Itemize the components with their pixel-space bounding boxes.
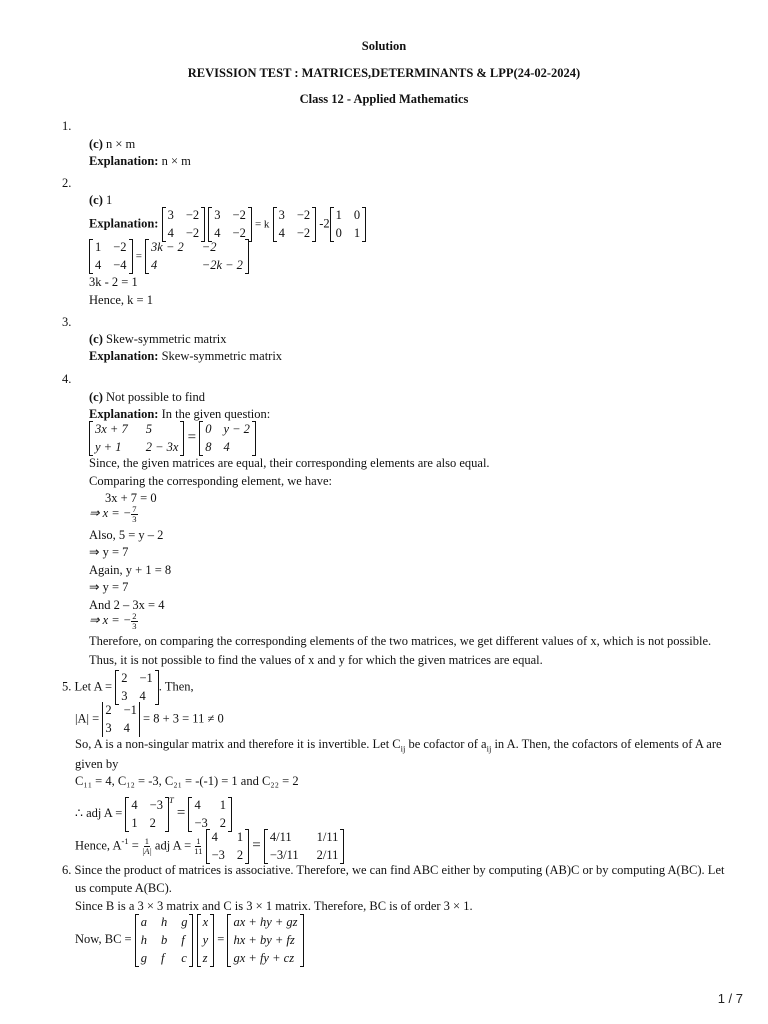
math-line: ⇒ x = − $\frac{7}{3}$ bbox=[89, 504, 137, 524]
text-line: 6. Since the product of matrices is associative. Therefore, we can find ABC either by computing (AB)C or by computing A(BC). Let bbox=[62, 863, 725, 877]
text-line: given by bbox=[75, 757, 119, 771]
question-line: 5. Let A = 2 −1 3 4 . Then, bbox=[62, 671, 194, 703]
text-line: Therefore, on comparing the corresponding elements of the two matrices, we get different values of x, which is not possible. bbox=[89, 634, 712, 648]
text-line: Thus, it is not possible to find the values of x and y for which the given matrices are equal. bbox=[89, 653, 543, 667]
matrix: 4 −3 1 2 bbox=[125, 797, 169, 832]
matrix: 4/11 1/11 −3/11 2/11 bbox=[264, 829, 345, 864]
determinant-line: |A| = 2 −1 3 4 = 8 + 3 = 11 ≠ 0 bbox=[75, 703, 224, 735]
class-name: Class 12 - Applied Mathematics bbox=[299, 92, 469, 106]
text-line: So, A is a non-singular matrix and therefore it is invertible. Let $C_{ij}$ be cofactor of $a_{ij}$ in A. Then, the cofactors of elements of A are bbox=[75, 737, 722, 754]
determinant: 2 −1 3 4 bbox=[102, 702, 140, 737]
matrix: 3k − 2 −2 4 −2k − 2 bbox=[145, 239, 249, 274]
matrix: 3x + 7 5 y + 1 2 − 3x bbox=[89, 421, 184, 456]
cofactors-line: C₁₁ = 4, C₁₂ = -3, C₂₁ = -(-1) = 1 and C₂₂ = 2 bbox=[75, 774, 299, 788]
identity-matrix: 1 0 0 1 bbox=[330, 207, 367, 242]
text-line: And 2 – 3x = 4 bbox=[89, 598, 165, 612]
math-line: ⇒ x = − $\frac{2}{3}$ bbox=[89, 611, 137, 631]
matrix-equation: 3x + 7 5 y + 1 2 − 3x = 0 y − 2 8 4 bbox=[89, 421, 256, 456]
inverse-line: Hence, $A^{-1}$ = $\frac{1}{|A|}$ adj A = $\frac{1}{11}$ 4 1 −3 2 = 4/11 1/11 −3/11 2/11 bbox=[75, 829, 344, 864]
text-line: Since, the given matrices are equal, their corresponding elements are also equal. bbox=[89, 456, 490, 470]
test-name: REVISSION TEST : MATRICES,DETERMINANTS & LPP(24-02-2024) bbox=[187, 66, 581, 80]
page-number: 1 / 7 bbox=[717, 991, 743, 1007]
text-line: Since B is a 3 × 3 matrix and C is 3 × 1 matrix. Therefore, BC is of order 3 × 1. bbox=[75, 899, 473, 913]
text-line: ⇒ y = 7 bbox=[89, 545, 129, 559]
matrix: 0 y − 2 8 4 bbox=[199, 421, 256, 456]
text-line: Comparing the corresponding element, we have: bbox=[89, 474, 332, 488]
matrix-b: a h g h b f g f c bbox=[135, 914, 194, 967]
matrix: 3 −2 4 −2 bbox=[208, 207, 252, 242]
matrix-result: ax + hy + gz hx + by + fz gx + fy + cz bbox=[227, 914, 303, 967]
question-number: 2. bbox=[62, 176, 72, 190]
matrix: 1 −2 4 −4 bbox=[89, 239, 133, 274]
answer-line: (c) Not possible to find bbox=[89, 390, 205, 404]
question-number: 3. bbox=[62, 315, 72, 329]
matrix-product-line: Now, BC = a h g h b f g f c x y z = ax + hy + gz hx + by + fz gx + fy + cz bbox=[75, 914, 304, 967]
explanation-line: Explanation: Skew-symmetric matrix bbox=[89, 349, 283, 363]
explanation-line: Explanation: In the given question: bbox=[89, 407, 271, 421]
text-line: 3x + 7 = 0 bbox=[105, 491, 157, 505]
matrix: 3 −2 4 −2 bbox=[273, 207, 317, 242]
text-line: ⇒ y = 7 bbox=[89, 580, 129, 594]
explanation-equation: Explanation: 3 −2 4 −2 3 −2 4 −2 = k 3 −2 4 −2 -2 1 0 0 1 bbox=[89, 207, 366, 242]
answer-line: (c) 1 bbox=[89, 193, 113, 207]
matrix-a: 2 −1 3 4 bbox=[115, 670, 159, 705]
text-line: Hence, k = 1 bbox=[89, 293, 153, 307]
explanation-line: Explanation: n × m bbox=[89, 154, 191, 168]
text-line: Again, y + 1 = 8 bbox=[89, 563, 172, 577]
matrix: 4 1 −3 2 bbox=[206, 829, 250, 864]
question-number: 1. bbox=[62, 119, 72, 133]
text-line: us compute A(BC). bbox=[75, 881, 172, 895]
matrix: 4 1 −3 2 bbox=[188, 797, 232, 832]
text-line: Also, 5 = y – 2 bbox=[89, 528, 164, 542]
matrix-c: x y z bbox=[197, 914, 215, 967]
question-number: 4. bbox=[62, 372, 72, 386]
matrix: 3 −2 4 −2 bbox=[162, 207, 206, 242]
explanation-equation: 1 −2 4 −4 = 3k − 2 −2 4 −2k − 2 bbox=[89, 239, 249, 274]
adjoint-line: ∴ adj A = 4 −3 1 2 $^T$ = 4 1 −3 2 bbox=[75, 795, 232, 832]
answer-line: (c) Skew-symmetric matrix bbox=[89, 332, 227, 346]
page-title: Solution bbox=[361, 39, 407, 53]
answer-line: (c) n × m bbox=[89, 137, 136, 151]
text-line: 3k - 2 = 1 bbox=[89, 275, 138, 289]
